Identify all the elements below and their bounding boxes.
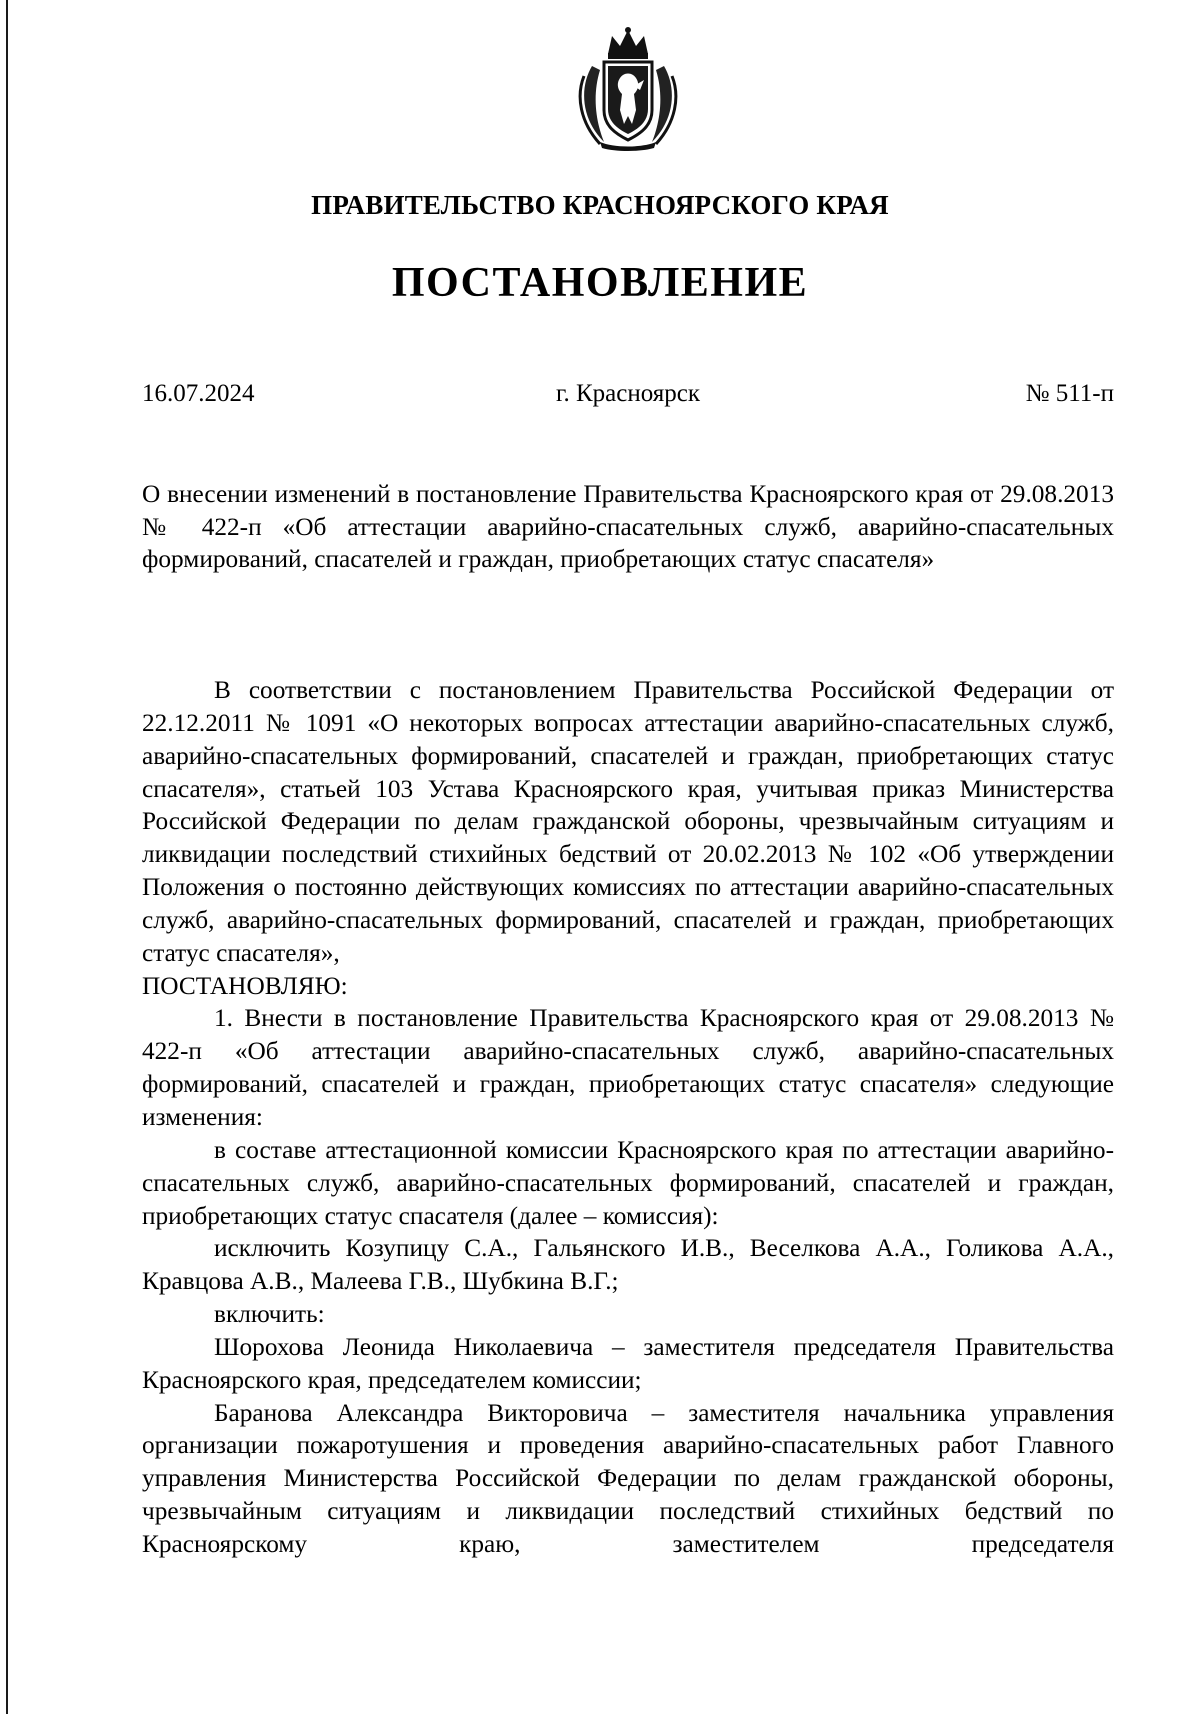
include-label: включить: <box>214 1300 325 1329</box>
document-subject: О внесении изменений в постановление Правительства Красноярского края от 29.08.2013 № 422-п «Об аттестации аварийно-спасательных служб, аварийно-спасательных формирований, спасателей и граждан, приобретающих статус спасателя» <box>142 480 1114 574</box>
document-meta-row <box>142 380 1114 414</box>
document-number: № 511-п <box>1025 380 1114 407</box>
document-body <box>142 674 1114 1561</box>
include-member-2: Баранова Александра Викторовича – заместителя начальника управления организации пожаротушения и проведения аварийно-спасательных работ Главного управления Министерства Российской Федерации по делам гражданской обороны, чрезвычайным ситуациям и ликвидации последствий стихийных бедствий по Красноярскому краю, заместителем председателя <box>142 1398 1114 1558</box>
document-date: 16.07.2024 <box>142 380 255 407</box>
preamble-paragraph: В соответствии с постановлением Правительства Российской Федерации от 22.12.2011 № 1091 «О некоторых вопросах аттестации аварийно-спасательных служб, аварийно-спасательных формирований, спасателей и граждан, приобретающих статус спасателя», статьей 103 Устава Красноярского края, учитывая приказ Министерства Российской Федерации по делам гражданской обороны, чрезвычайным ситуациям и ликвидации последствий стихийных бедствий от 20.02.2013 № 102 «Об утверждении Положения о постоянно действующих комиссиях по аттестации аварийно-спасательных служб, аварийно-спасательных формирований, спасателей и граждан, приобретающих статус спасателя», <box>142 676 1114 967</box>
exclude-paragraph: исключить Козупицу С.А., Гальянского И.В., Веселкова А.А., Голикова А.А., Кравцова А.В., Малеева Г.В., Шубкина В.Г.; <box>142 1234 1114 1296</box>
document-type-title: ПОСТАНОВЛЕНИЕ <box>391 260 809 306</box>
resolve-word: ПОСТАНОВЛЯЮ: <box>142 971 348 1000</box>
scan-edge-line <box>6 0 8 1714</box>
document-city: г. Красноярск <box>556 380 700 407</box>
composition-paragraph: в составе аттестационной комиссии Красноярского края по аттестации аварийно-спасательных служб, аварийно-спасательных формирований, спасателей и граждан, приобретающих статус спасателя (далее – комиссия): <box>142 1135 1114 1230</box>
include-member-1: Шорохова Леонида Николаевича – заместителя председателя Правительства Красноярского края, председателем комиссии; <box>142 1332 1114 1394</box>
krasnoyarsk-coat-of-arms-icon <box>574 26 682 152</box>
organization-title: ПРАВИТЕЛЬСТВО КРАСНОЯРСКОГО КРАЯ <box>311 190 889 220</box>
item-1-paragraph: 1. Внести в постановление Правительства Красноярского края от 29.08.2013 № 422-п «Об аттестации аварийно-спасательных служб, аварийно-спасательных формирований, спасателей и граждан, приобретающих статус спасателя» следующие изменения: <box>142 1004 1114 1131</box>
